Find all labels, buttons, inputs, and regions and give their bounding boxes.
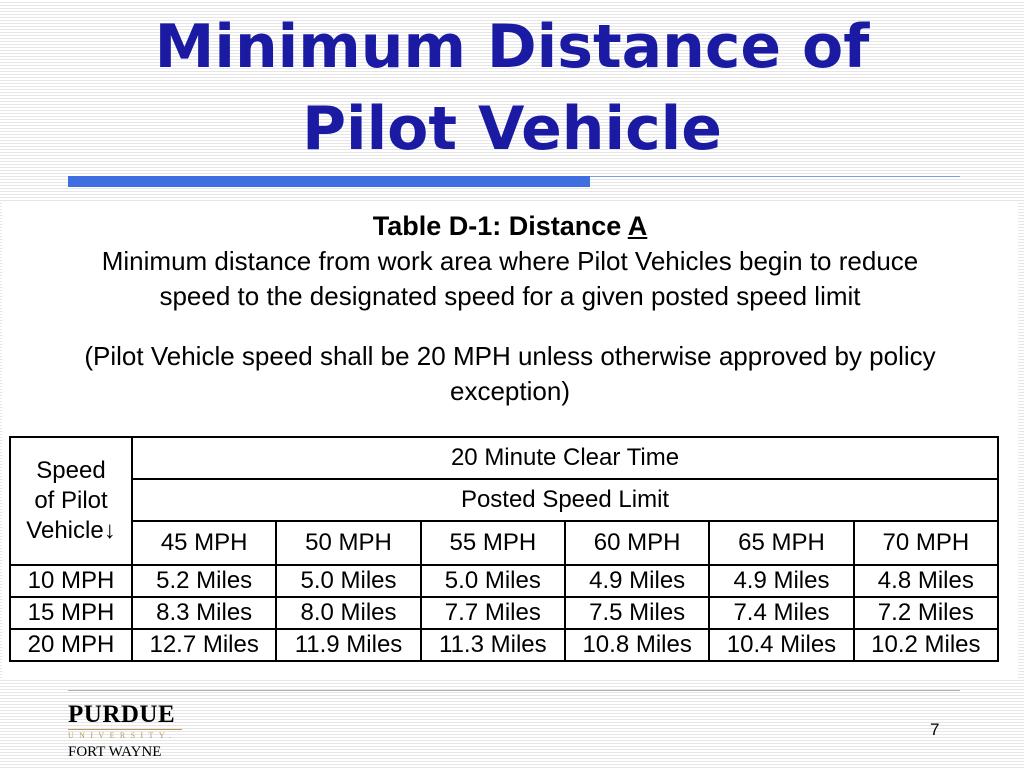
table-cell: 7.4 Miles [709, 597, 853, 629]
column-header: 65 MPH [709, 521, 853, 565]
table-cell: 4.9 Miles [709, 565, 853, 597]
slide-title-line-2: Pilot Vehicle [302, 94, 722, 164]
table-note-line-1: (Pilot Vehicle speed shall be 20 MPH unless otherwise approved by policy [84, 341, 936, 371]
table-cell: 5.0 Miles [421, 565, 565, 597]
purdue-fort-wayne-logo [68, 703, 182, 761]
clear-time-header: 20 Minute Clear Time [132, 437, 998, 479]
table-cell: 10.8 Miles [565, 629, 709, 661]
table-cell: 7.5 Miles [565, 597, 709, 629]
table-row [10, 629, 998, 661]
table-cell: 7.7 Miles [421, 597, 565, 629]
table-header-row-speeds [10, 521, 998, 565]
column-header: 70 MPH [854, 521, 998, 565]
row-speed-cell: 15 MPH [10, 597, 132, 629]
table-subtitle-line-1: Minimum distance from work area where Pilot Vehicles begin to reduce [101, 246, 919, 276]
row-speed-cell: 20 MPH [10, 629, 132, 661]
table-figure [2, 202, 1018, 678]
table-cell: 12.7 Miles [132, 629, 276, 661]
table-row [10, 565, 998, 597]
logo-fort-wayne: FORT WAYNE [68, 744, 162, 760]
table-header-row-clear-time [10, 437, 998, 479]
table-cell: 8.0 Miles [276, 597, 420, 629]
footer-rule [68, 690, 960, 691]
speed-of-pilot-vehicle-header [10, 437, 132, 565]
table-cell: 7.2 Miles [854, 597, 998, 629]
table-heading-prefix: Table D-1: Distance [372, 211, 628, 241]
table-subtitle-line-2: speed to the designated speed for a given posted speed limit [159, 281, 861, 311]
slide-title-line-1: Minimum Distance of [154, 12, 870, 82]
table-note [2, 339, 1018, 409]
table-cell: 4.8 Miles [854, 565, 998, 597]
table-heading [2, 210, 1018, 242]
logo-purdue: PURDUE [68, 701, 176, 728]
speed-header-line-1: Speed [36, 457, 106, 484]
posted-speed-limit-header: Posted Speed Limit [132, 479, 998, 521]
column-header: 60 MPH [565, 521, 709, 565]
title-accent-rule [68, 176, 590, 187]
table-row [10, 597, 998, 629]
table-cell: 5.2 Miles [132, 565, 276, 597]
table-header-row-posted-speed [10, 479, 998, 521]
row-speed-cell: 10 MPH [10, 565, 132, 597]
column-header: 55 MPH [421, 521, 565, 565]
page-number: 7 [930, 720, 940, 739]
title-thin-rule [590, 176, 960, 177]
distance-table [9, 436, 999, 662]
table-note-line-2: exception) [450, 376, 570, 406]
table-cell: 11.3 Miles [421, 629, 565, 661]
logo-university: UNIVERSITY. [68, 729, 182, 742]
table-heading-letter: A [627, 211, 648, 241]
table-cell: 8.3 Miles [132, 597, 276, 629]
slide-title [0, 6, 1024, 170]
speed-header-line-2: of Pilot [34, 487, 108, 514]
column-header: 50 MPH [276, 521, 420, 565]
table-subtitle [2, 244, 1018, 314]
speed-header-line-3: Vehicle↓ [26, 517, 116, 544]
table-cell: 5.0 Miles [276, 565, 420, 597]
table-cell: 11.9 Miles [276, 629, 420, 661]
table-cell: 10.4 Miles [709, 629, 853, 661]
table-cell: 4.9 Miles [565, 565, 709, 597]
table-cell: 10.2 Miles [854, 629, 998, 661]
column-header: 45 MPH [132, 521, 276, 565]
